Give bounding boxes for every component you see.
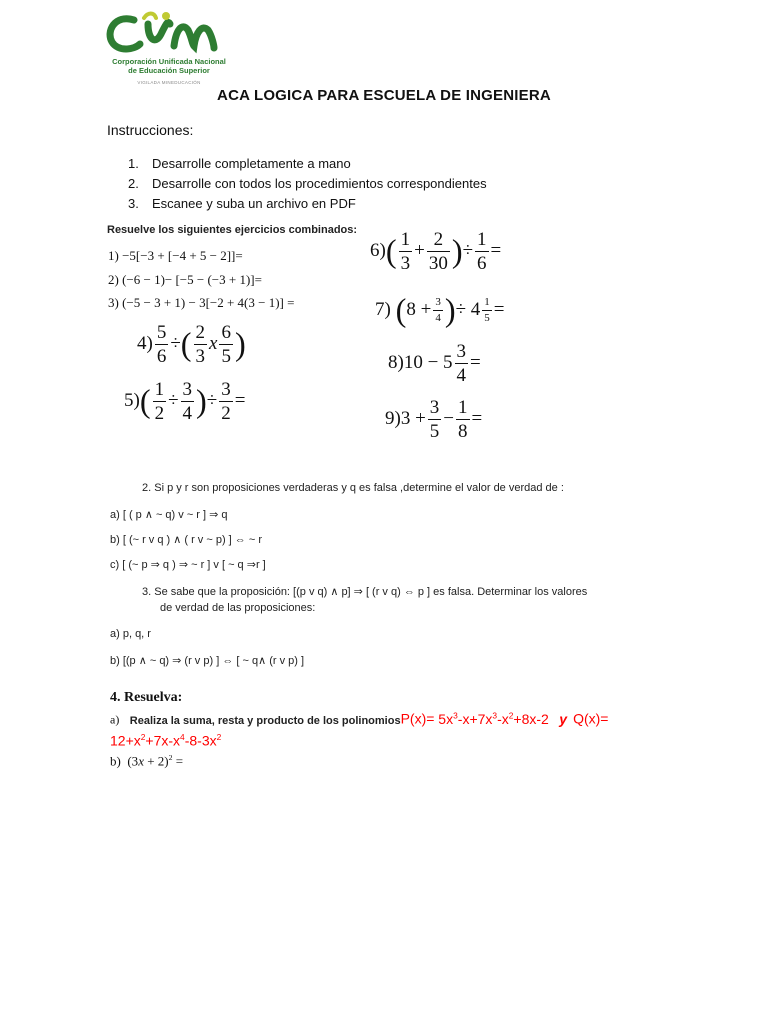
conjunction-y: y [559,710,568,727]
exercise-3: 3) (−5 − 3 + 1) − 3[−2 + 4(3 − 1)] = [108,295,295,310]
item-b-prefix: b) [110,753,121,769]
polynomial-q: $12+x^2+7x-x^4-8-3x^2$ [110,732,222,749]
item-a-prefix: a) [110,712,120,727]
section4-item-b: b) $(3x + 2)^2$ = [110,753,184,769]
section1-heading: Resuelve los siguientes ejercicios combinados: [107,224,358,236]
exercise-1: 1) −5[−3 + [−4 + 5 − 2]]= [108,248,243,263]
section3-line2: de verdad de las proposiciones: [160,602,316,614]
section2-item-a: a) [ ( p ∧ ~ q) v ~ r ] ⇒ q [110,509,228,521]
section2-item-b: b) [ (~ r v q ) ∧ ( r v ~ p) ] ⇔ ~ r [110,534,262,546]
section3-item-a: a) p, q, r [110,628,151,640]
exercise-2: 2) (−6 − 1)− [−5 − (−3 + 1)]= [108,272,262,287]
exercise-4: 4) $\frac{5}{6}$ ÷( $\frac{2}{3}$ x $\frac{6}{5}$ ) [137,322,246,367]
item-a-text: Realiza la suma, resta y producto de los polinomios [129,714,401,727]
section2-heading: 2. Si p y r son proposiciones verdaderas y q es falsa ,determine el valor de verdad de : [142,482,564,494]
instruction-item: 2. Desarrolle con todos los procedimientos correspondientes [128,176,487,191]
section2-item-c: c) [ (~ p ⇒ q ) ⇒ ~ r ] v [ ~ q ⇒r ] [110,559,266,571]
instruction-item: 3. Escanee y suba un archivo en PDF [128,196,356,211]
section3-line1: 3. Se sabe que la proposición: [(p v q) ∧ p] ⇒ [ (r v q) ⇔ p ] es falsa. Determinar los valores [142,586,588,598]
logo-text-line3: VIGILADA MINEDUCACIÓN [137,80,201,85]
institution-logo [104,10,222,58]
logo-text-line1: Corporación Unificada Nacional [112,57,226,66]
section4-heading: 4. Resuelva: [110,690,183,705]
exercise-5: 5)( $\frac{1}{2}$ ÷ $\frac{3}{4}$ )÷ $\frac{3}{2}$ = [124,379,246,424]
exercise-8: 8)10 − 5 $\frac{3}{4}$ = [388,341,481,386]
document-title: ACA LOGICA PARA ESCUELA DE INGENIERA [217,87,551,104]
section3-item-b: b) [(p ∧ ~ q) ⇒ (r v p) ] ⇔ [ ~ q∧ (r v p) ] [110,655,305,667]
polynomial-p: $5x^3-x+7x^3-x^2+8x-2$ [434,710,549,727]
exercise-6: 6)( $\frac{1}{3}$ + $\frac{2}{30}$ )÷ $\frac{1}{6}$ = [370,229,502,274]
exercise-7: 7) (8 + $\frac{3}{4}$ )÷ 4 $\frac{1}{5}$ = [375,292,505,328]
instruction-item: 1. Desarrolle completamente a mano [128,156,351,171]
exercise-9: 9)3 + $\frac{3}{5}$ − $\frac{1}{8}$ = [385,397,483,442]
polynomial-p-label: P(x)= [400,710,435,727]
section4-item-a [110,710,608,729]
instructions-label: Instrucciones: [107,122,194,138]
logo-text-line2: de Educación Superior [128,66,210,75]
polynomial-q-label: Q(x)= [573,710,609,727]
